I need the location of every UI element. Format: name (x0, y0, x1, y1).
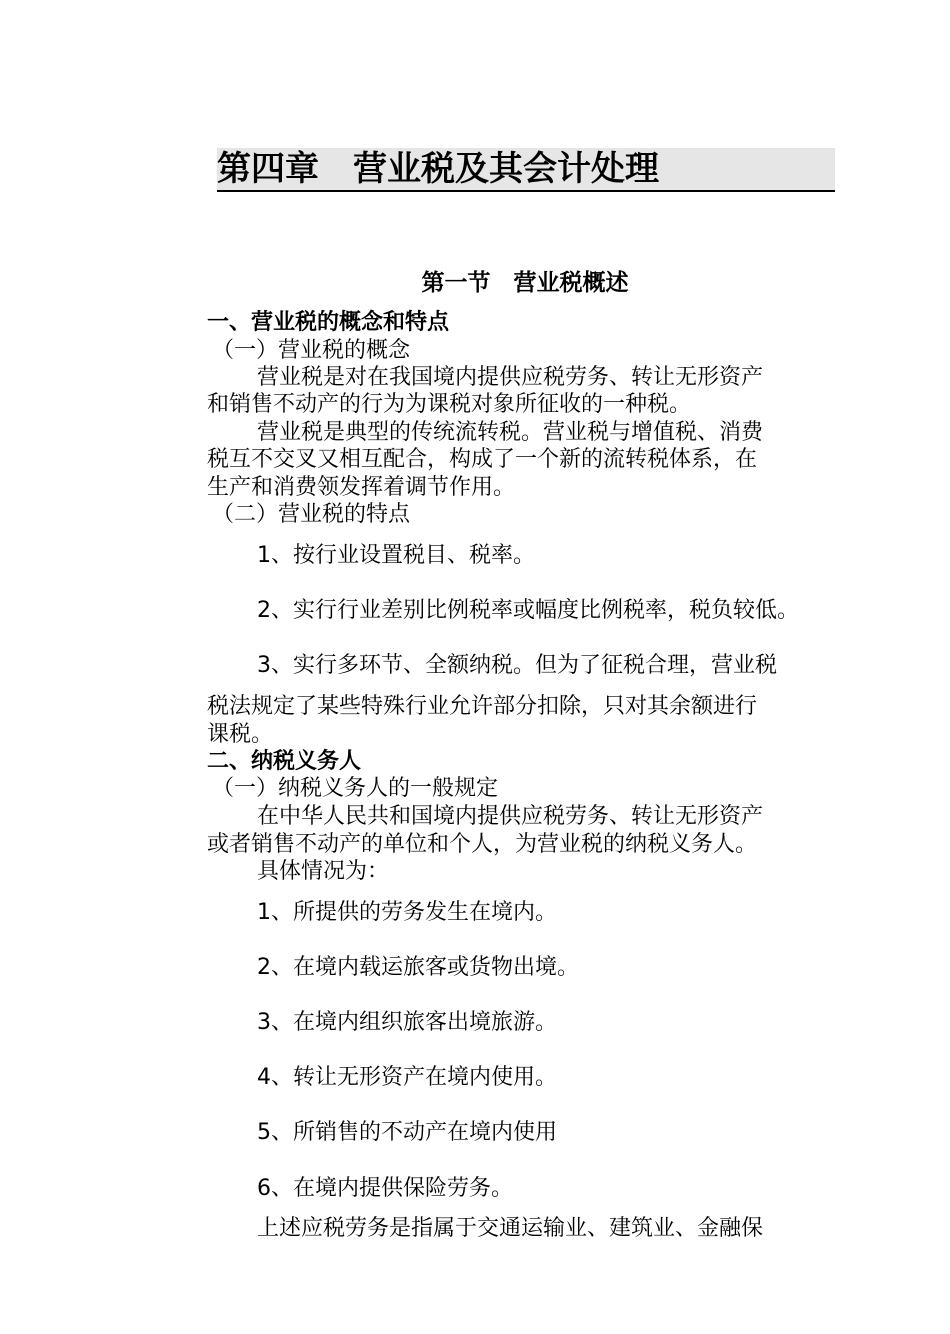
list-item: 4、转让无形资产在境内使用。 (257, 1065, 557, 1090)
list-item: 2、在境内载运旅客或货物出境。 (257, 955, 579, 980)
paragraph-line: 税法规定了某些特殊行业允许部分扣除，只对其余额进行 (207, 694, 758, 719)
paragraph-line: 营业税是对在我国境内提供应税劳务、转让无形资产 (257, 365, 764, 390)
paragraph-line: 课税。 (207, 722, 274, 747)
paragraph-line: 营业税是典型的传统流转税。营业税与增值税、消费 (257, 420, 764, 445)
heading-concept-features: 一、营业税的概念和特点 (207, 310, 450, 335)
chapter-title: 第四章 营业税及其会计处理 (217, 148, 835, 192)
list-item: 1、所提供的劳务发生在境内。 (257, 900, 557, 925)
list-item: 2、实行行业差别比例税率或幅度比例税率，税负较低。 (257, 598, 799, 623)
list-item: 3、在境内组织旅客出境旅游。 (257, 1010, 557, 1035)
list-item: 5、所销售的不动产在境内使用 (257, 1120, 557, 1145)
paragraph-line: 税互不交叉又相互配合，构成了一个新的流转税体系，在 (207, 447, 758, 472)
subheading-general-rules: （一）纳税义务人的一般规定 (212, 776, 499, 801)
list-item: 3、实行多环节、全额纳税。但为了征税合理，营业税 (257, 653, 777, 678)
paragraph-line: 和销售不动产的行为为课税对象所征收的一种税。 (207, 392, 692, 417)
subheading-features: （二）营业税的特点 (212, 502, 411, 527)
section-title: 第一节 营业税概述 (421, 269, 629, 296)
subheading-concept: （一）营业税的概念 (212, 338, 411, 363)
paragraph-line: 具体情况为： (257, 859, 390, 884)
paragraph-line: 上述应税劳务是指属于交通运输业、建筑业、金融保 (257, 1216, 764, 1241)
paragraph-line: 在中华人民共和国境内提供应税劳务、转让无形资产 (257, 804, 764, 829)
heading-taxpayer: 二、纳税义务人 (207, 749, 362, 774)
paragraph-line: 生产和消费领发挥着调节作用。 (207, 475, 516, 500)
paragraph-line: 或者销售不动产的单位和个人，为营业税的纳税义务人。 (207, 832, 758, 857)
list-item: 6、在境内提供保险劳务。 (257, 1176, 513, 1201)
list-item: 1、按行业设置税目、税率。 (257, 543, 535, 568)
